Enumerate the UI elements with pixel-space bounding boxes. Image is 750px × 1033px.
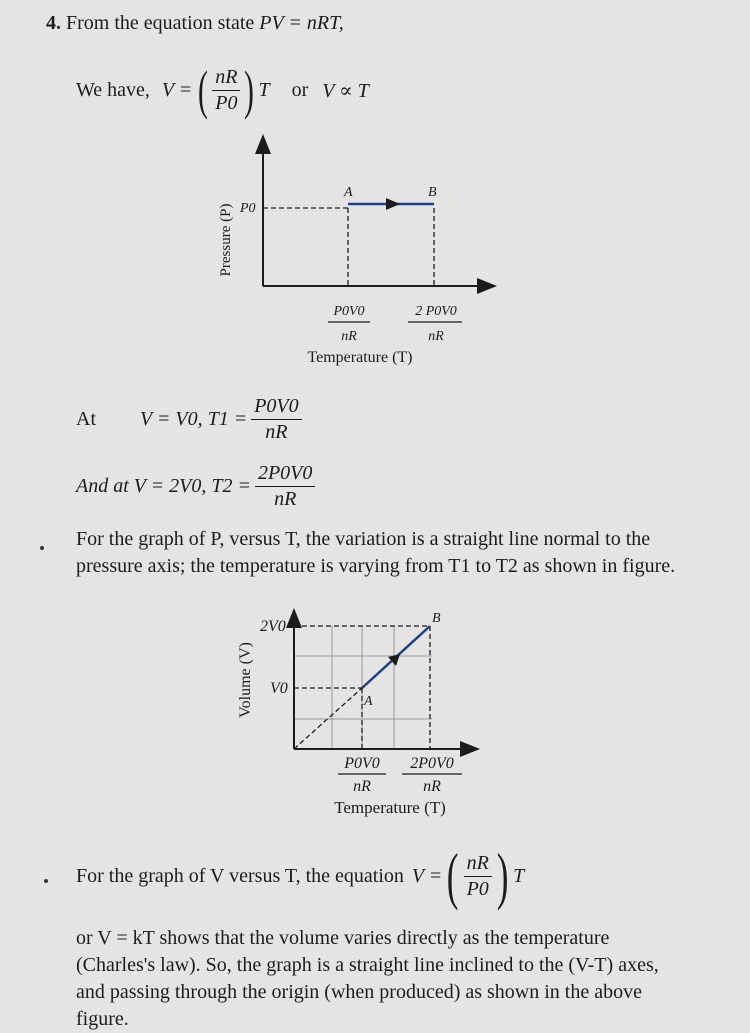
t1-numerator-text: P0V0 [251,395,301,420]
paragraph-charles-law: or V = kT shows that the volume varies directly as the temperature (Charles's law). So, the graph is a straight line inclined to the (V-T) axes, and passing through the origin (when produced) as shown in the above figure. [76,927,659,1030]
fraction-nr-p0 [464,852,492,901]
bullet-equation-line [76,836,524,916]
right-paren: ) [496,840,509,911]
t1-denominator: nR [341,329,357,344]
direction-arrow [386,198,400,210]
bullet-dot [44,879,48,883]
fraction-numerator: nR [212,66,240,91]
v-lhs: V = [161,78,193,101]
t2-fraction [255,462,315,511]
x-axis-label: Temperature (T) [334,798,446,817]
v-lhs: V = [411,864,443,887]
at-label: At [76,407,96,430]
and-at-equation: And at V = 2V0, T2 = [76,474,251,497]
t-factor: T [258,78,270,101]
paragraph-pt-graph: For the graph of P, versus T, the variation is a straight line normal to the pressure axis; the temperature is varying from T1 to T2 as shown in figure. [76,528,676,577]
t1-fraction [251,395,301,444]
t1-numerator: P0V0 [333,304,365,319]
fraction-denominator: P0 [466,877,489,900]
t2-denominator: nR [428,329,444,344]
t1-denominator: nR [353,778,371,795]
we-have-equation [76,55,369,125]
bullet-text: For the graph of V versus T, the equation [76,864,404,887]
x-axis-label: Temperature (T) [307,349,413,366]
problem-intro: From the equation state [66,12,255,34]
left-paren: ( [198,60,209,120]
proportionality: V ∝ T [322,79,369,102]
problem-number: 4. [46,12,61,34]
t2-denominator: nR [423,778,441,795]
y-axis-label: Volume (V) [237,642,254,718]
pressure-temperature-graph [200,128,520,378]
t2-denominator-text: nR [274,487,297,510]
ideal-gas-equation: PV = nRT, [259,12,344,34]
we-have-label: We have, [76,78,150,101]
or-word: or [291,78,309,101]
p0-tick: P0 [240,201,256,216]
left-paren: ( [447,840,459,911]
volume-temperature-graph [222,604,492,826]
at-line [76,392,302,446]
point-b-label: B [428,185,437,200]
t1-denominator-text: nR [265,420,288,443]
t2-numerator: 2P0V0 [410,755,454,772]
and-at-line [76,459,315,513]
t2-numerator-text: 2P0V0 [255,462,315,487]
fraction-numerator: nR [464,852,492,877]
point-a-label: A [344,185,353,200]
v0-tick: V0 [270,680,288,697]
point-b-label: B [432,611,441,626]
t2-numerator: 2 P0V0 [415,304,457,319]
y-axis-label: Pressure (P) [218,203,234,277]
fraction-denominator: P0 [215,91,238,114]
t1-numerator: P0V0 [344,755,380,772]
margin-dot [40,546,44,550]
problem-line [46,12,344,35]
2v0-tick: 2V0 [260,618,286,635]
t-factor: T [513,864,525,887]
fraction-nr-p0 [212,66,240,115]
point-a-label: A [364,694,373,709]
right-paren: ) [244,60,255,120]
at-equation: V = V0, T1 = [140,407,248,430]
